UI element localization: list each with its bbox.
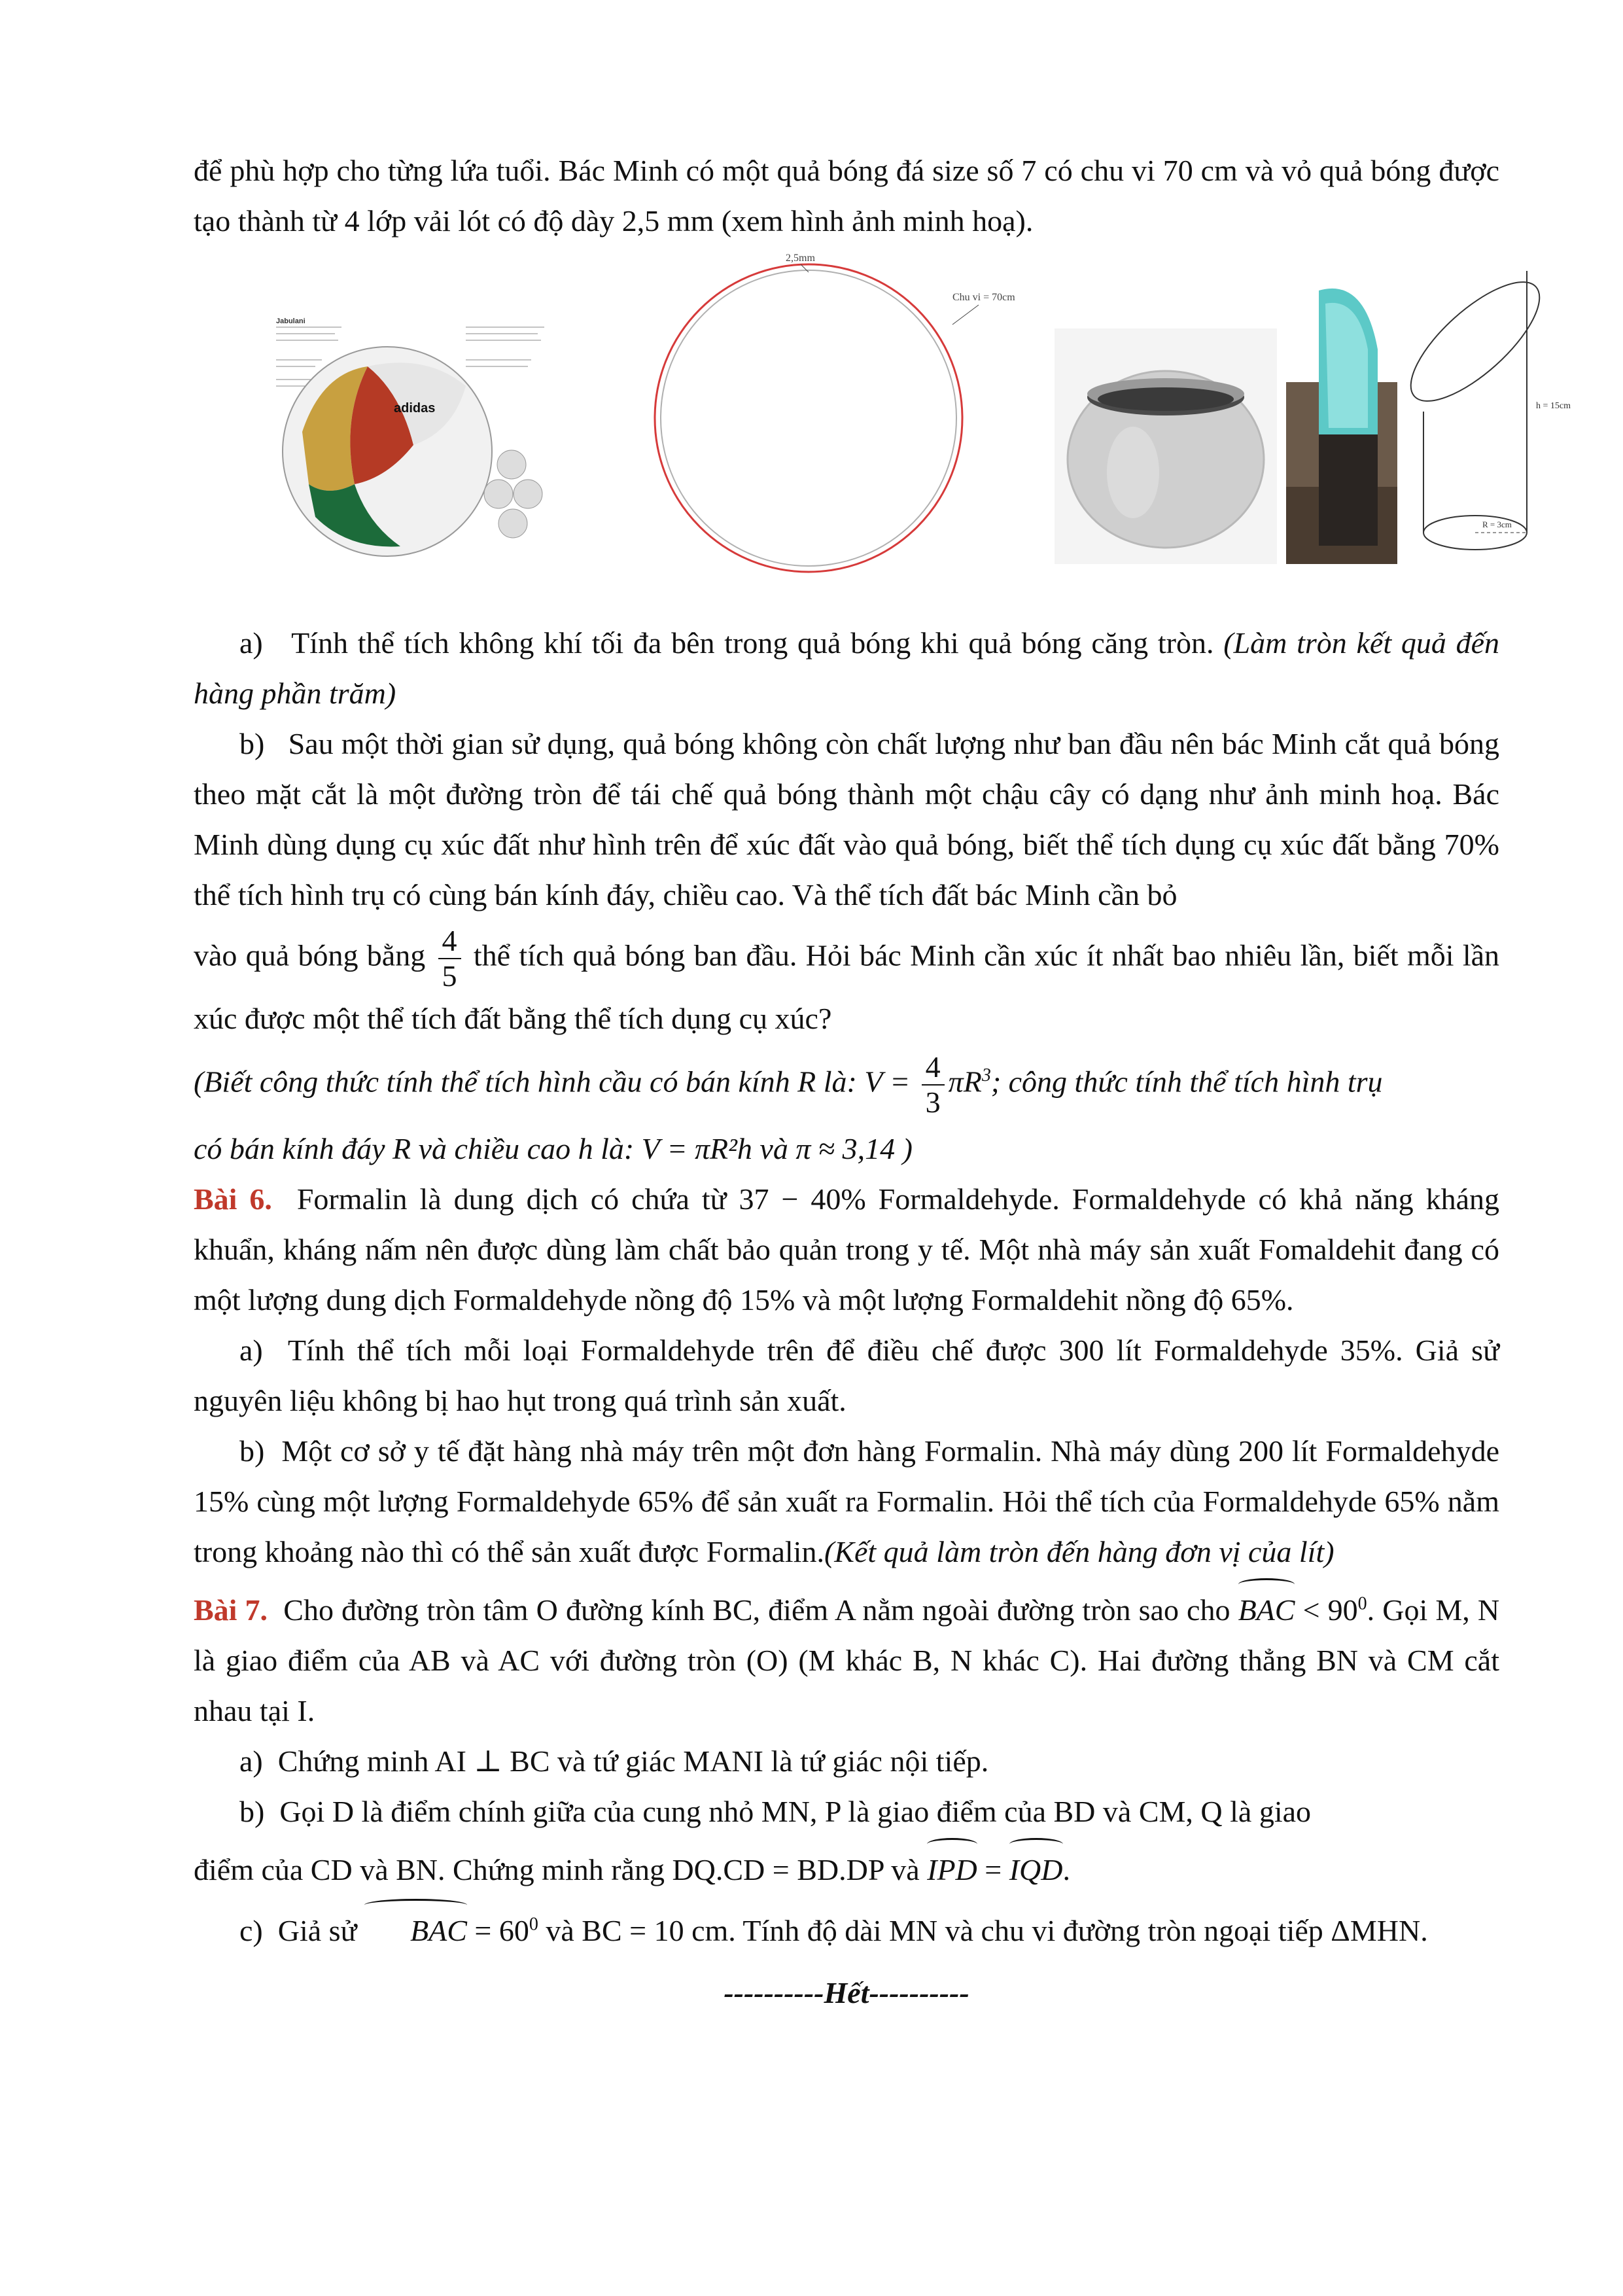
bai7-paragraph: Bài 7. Cho đường tròn tâm O đường kính BC, điểm A nằm ngoài đường tròn sao cho BAC < $90^0$. Gọi M, N là giao điểm của AB và AC với đường tròn (O) (M khác B, N khác C). Hai đường thẳng BN và CM cắt nhau tại I.	[194, 1581, 1499, 1736]
bai5-part-b-cont: vào quả bóng bằng $\frac{4}{5}$ thể tích quả bóng ban đầu. Hỏi bác Minh cần xúc ít nhất bao nhiêu lần, biết mỗi lần xúc được một thể tích đất bằng thể tích dụng cụ xúc?	[194, 924, 1500, 1035]
ball-caption: Jabulani	[276, 317, 305, 325]
document-content	[194, 145, 1571, 2018]
bai7-part-b-cont: điểm của CD và BN. Chứng minh rằng DQ.CD = BD.DP và IPD = IQD.	[194, 1841, 1499, 1895]
outer-circle	[655, 264, 962, 572]
cut-cylinder-diagram	[1405, 251, 1571, 564]
circumference-label: Chu vi = 70cm	[952, 292, 1015, 303]
angle-bac: BAC	[1238, 1581, 1295, 1635]
bai5-formula-line2: có bán kính đáy R và chiều cao h là: V = πR²h và π ≈ 3,14 )	[194, 1132, 913, 1165]
height-label: h = 15cm	[1536, 401, 1571, 411]
bai5-part-a: a) Tính thể tích không khí tối đa bên trong quả bóng khi quả bóng căng tròn. (Làm tròn kết quả đến hàng phần trăm)	[194, 626, 1500, 710]
thickness-label: 2,5mm	[786, 253, 815, 264]
scoop-photo	[1286, 251, 1397, 564]
inner-circle	[661, 270, 956, 566]
bai5-part-b: b) Sau một thời gian sử dụng, quả bóng không còn chất lượng như ban đầu nên bác Minh cắt quả bóng theo mặt cắt là một đường tròn để tái chế quả bóng thành một chậu cây có dạng như ảnh minh hoạ. Bác Minh dùng dụng cụ xúc đất như hình trên để xúc đất vào quả bóng, biết thể tích dụng cụ xúc đất bằng 70% thể tích hình trụ có cùng bán kính đáy, chiều cao. Và thể tích đất bác Minh cần bỏ	[194, 727, 1499, 911]
bai6-part-a: a) Tính thể tích mỗi loại Formaldehyde trên để điều chế được 300 lít Formaldehyde 35%. Giả sử nguyên liệu không bị hao hụt trong quá trình sản xuất.	[194, 1333, 1499, 1417]
angle-bac-c: BAC	[364, 1901, 467, 1956]
bai6-paragraph: Bài 6. Formalin là dung dịch có chứa từ 37 − 40% Formaldehyde. Formaldehyde có khả năng kháng khuẩn, kháng nấm nên được dùng làm chất bảo quản trong y tế. Một nhà máy sản xuất Fomaldehit đang có một lượng dung dịch Formaldehyde nồng độ 15% và một lượng Formaldehit nồng độ 65%.	[194, 1182, 1499, 1316]
fraction-four-thirds: $\frac{4}{3}$	[922, 1050, 945, 1120]
radius-label: R = 3cm	[1482, 520, 1512, 529]
bai7-part-a: a) Chứng minh AI ⊥ BC và tứ giác MANI là tứ giác nội tiếp.	[239, 1744, 989, 1778]
figure-row	[194, 251, 1571, 578]
bai6-title: Bài 6.	[194, 1182, 272, 1216]
bai5-formula: (Biết công thức tính thể tích hình cầu có bán kính R là: V = $\frac{4}{3}$ $\pi R^3$; công thức tính thể tích hình trụ	[194, 1050, 1383, 1119]
end-marker: ----------Hết----------	[724, 1976, 969, 2009]
bai7-title: Bài 7.	[194, 1593, 268, 1627]
bai7-part-c: c) Giả sử BAC = $60^0$ và BC = 10 cm. Tính độ dài MN và chu vi đường tròn ngoại tiếp ΔMHN.	[194, 1901, 1499, 1956]
fraction-four-fifths: $\frac{4}{5}$	[438, 924, 461, 993]
ball-brand: adidas	[394, 401, 436, 415]
bai6-part-b: b) Một cơ sở y tế đặt hàng nhà máy trên một đơn hàng Formalin. Nhà máy dùng 200 lít Formaldehyde 15% cùng một lượng Formaldehyde 65% để sản xuất ra Formalin. Hỏi thể tích của Formaldehyde 65% nằm trong khoảng nào thì có thể sản xuất được Formalin.(Kết quả làm tròn đến hàng đơn vị của lít)	[194, 1434, 1499, 1568]
pot-photo	[1055, 328, 1277, 564]
intro-paragraph: để phù hợp cho từng lứa tuổi. Bác Minh có một quả bóng đá size số 7 có chu vi 70 cm và vỏ quả bóng được tạo thành từ 4 lớp vải lót có độ dày 2,5 mm (xem hình ảnh minh hoạ).	[194, 154, 1499, 238]
angle-iqd: IQD	[1009, 1841, 1063, 1895]
bai7-part-b: b) Gọi D là điểm chính giữa của cung nhỏ MN, P là giao điểm của BD và CM, Q là giao	[239, 1795, 1312, 1828]
angle-ipd: IPD	[927, 1841, 977, 1895]
soccer-ball-infographic	[270, 314, 551, 563]
ring-diagram	[560, 251, 1057, 578]
